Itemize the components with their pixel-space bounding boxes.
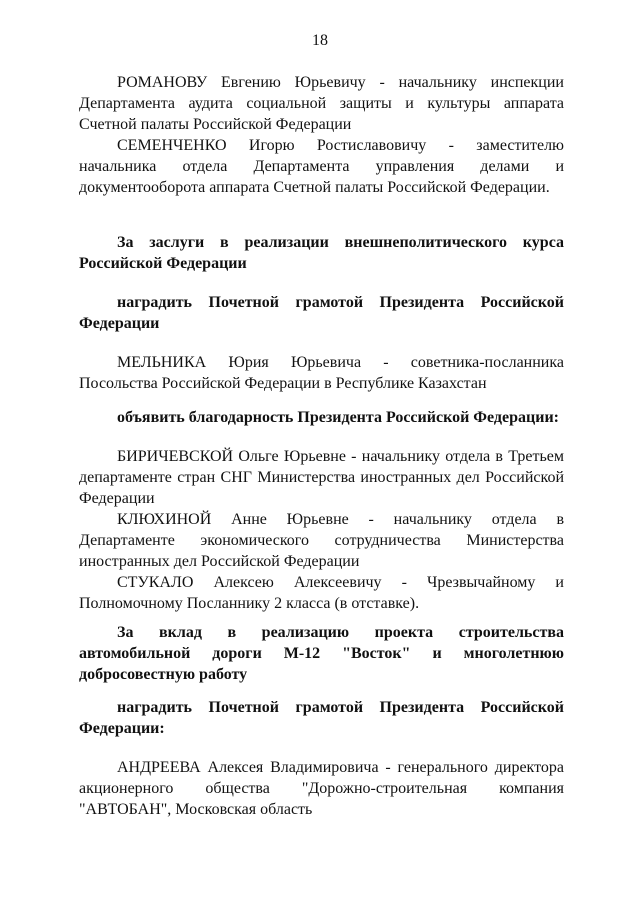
recipient-entry: КЛЮХИНОЙ Анне Юрьевне - начальнику отдела в Департаменте экономического сотрудничества Министерства иностранных дел Российской Федерации bbox=[79, 511, 564, 570]
recipients-group-2 bbox=[79, 352, 564, 394]
recipient-entry: РОМАНОВУ Евгению Юрьевичу - начальнику инспекции Департамента аудита социальной защиты и культуры аппарата Счетной палаты Российской Федерации bbox=[79, 74, 564, 133]
recipients-group-3 bbox=[79, 446, 564, 614]
recipients-group-4 bbox=[79, 757, 564, 820]
merit-heading: За заслуги в реализации внешнеполитического курса Российской Федерации bbox=[79, 234, 564, 272]
recipients-group-1 bbox=[79, 72, 564, 198]
gratitude-heading bbox=[79, 407, 564, 428]
award-heading-gramota-1 bbox=[79, 292, 564, 334]
merit-heading-foreign-policy bbox=[79, 232, 564, 274]
recipient-entry: МЕЛЬНИКА Юрия Юрьевича - советника-посланника Посольства Российской Федерации в Республике Казахстан bbox=[79, 354, 564, 392]
recipient-entry: СТУКАЛО Алексею Алексеевичу - Чрезвычайному и Полномочному Посланнику 2 класса (в отставке). bbox=[79, 574, 564, 612]
award-heading: наградить Почетной грамотой Президента Российской Федерации bbox=[79, 294, 564, 332]
award-heading-gramota-2 bbox=[79, 697, 564, 739]
page-number: 18 bbox=[312, 32, 328, 49]
recipient-entry: СЕМЕНЧЕНКО Игорю Ростиславовичу - заместителю начальника отдела Департамента управления делами и документооборота аппарата Счетной палаты Российской Федерации. bbox=[79, 137, 564, 196]
merit-heading: За вклад в реализацию проекта строительства автомобильной дороги М-12 "Восток" и многолетнюю добросовестную работу bbox=[79, 624, 564, 683]
award-heading: наградить Почетной грамотой Президента Российской Федерации: bbox=[79, 699, 564, 737]
award-heading: объявить благодарность Президента Российской Федерации: bbox=[117, 409, 559, 426]
recipient-entry: БИРИЧЕВСКОЙ Ольге Юрьевне - начальнику отдела в Третьем департаменте стран СНГ Министерства иностранных дел Российской Федерации bbox=[79, 448, 564, 507]
merit-heading-road-project bbox=[79, 622, 564, 685]
recipient-entry: АНДРЕЕВА Алексея Владимировича - генерального директора акционерного общества "Дорожно-строительная компания "АВТОБАН", Московская область bbox=[79, 759, 564, 818]
